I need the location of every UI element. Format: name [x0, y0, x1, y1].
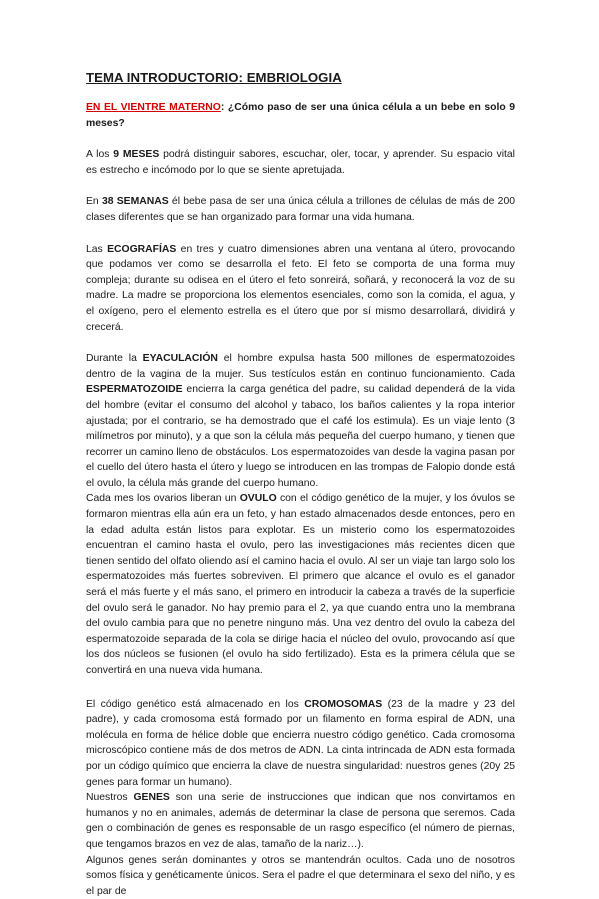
- keyword: GENES: [133, 792, 170, 804]
- text-run: Durante la: [86, 353, 143, 365]
- text-run: A los: [86, 149, 114, 161]
- paragraph-genes: [86, 790, 515, 852]
- intro-label: EN EL VIENTRE MATERNO: [86, 102, 221, 113]
- text-run: son una serie de instrucciones que indican que nos convirtamos en humanos y no en animales, además de determinar la clase de persona que seremos. Cada gen o combinación de genes es responsable de un rasgo específico (el número de piernas, que tengamos brazos en vez de alas, tamaño de la nariz…).: [86, 792, 515, 850]
- paragraph-ejaculation: [86, 351, 515, 491]
- keyword: 9 MESES: [113, 149, 160, 161]
- text-run: Cada mes los ovarios liberan un: [86, 493, 240, 505]
- keyword: OVULO: [239, 493, 277, 505]
- text-run: Las: [86, 243, 108, 255]
- document-title: TEMA INTRODUCTORIO: EMBRIOLOGIA: [86, 70, 342, 85]
- paragraph-ultrasounds: [86, 242, 515, 336]
- paragraph-nine-months: [86, 147, 515, 178]
- keyword: CROMOSOMAS: [304, 698, 383, 710]
- keyword: ESPERMATOZOIDE: [86, 384, 183, 396]
- paragraph-dominant-genes: [86, 853, 515, 899]
- paragraph-ovum: [86, 491, 515, 678]
- intro-colon: :: [220, 102, 225, 113]
- text-run: encierra la carga genética del padre, su calidad dependerá de la vida del hombre (evitar el consumo del alcohol y tabaco, los baños calientes y la ropa interior ajustada; por el contrario, se ha demostrado que el café los estimula). Es un viaje lento (3 milímetros por minuto), y a que son la célula más pequeña del cuerpo humano, y tienen que recorrer un camino lleno de obstáculos. Los espermatozoides van desde la vagina pasan por el cuello del útero hasta el útero y luego se introducen en las trompas de Falopio donde está el ovulo, la célula más grande del cuerpo humano.: [86, 384, 515, 489]
- keyword: 38 SEMANAS: [101, 196, 169, 208]
- text-run: Nuestros: [86, 792, 134, 804]
- text-run: él bebe pasa de ser una única célula a trillones de células de más de 200 clases diferentes que se han organizado para formar una vida humana.: [86, 196, 515, 223]
- keyword: EYACULACIÓN: [142, 353, 218, 365]
- text-run: (23 de la madre y 23 del padre), y cada cromosoma está formado por un filamento en forma espiral de ADN, una molécula en forma de hélice doble que encierra nuestro código genético. Cada cromosoma microscópico contiene más de dos metros de ADN. La cinta intrincada de ADN esta formada por un código químico que encierra la clave de nuestra singularidad: nuestros genes (20y 25 genes para formar un humano).: [86, 698, 515, 788]
- text-run: podrá distinguir sabores, escuchar, oler, tocar, y aprender. Su espacio vital es estrecho e incómodo por lo que se siente apretujada.: [86, 149, 515, 176]
- text-run: Algunos genes serán dominantes y otros se mantendrán ocultos. Cada uno de nosotros somos física y genéticamente únicos. Sera el padre el que determinara el sexo del niño, y es el par de: [86, 854, 515, 897]
- text-run: con el código genético de la mujer, y los óvulos se formaron mientras ella aún era un feto, y han estado almacenados desde entonces, pero en la edad adulta están listos para explotar. Es un misterio como los espermatozoides encuentran el camino hasta el ovulo, pero las investigaciones más recientes dicen que tienen sentido del olfato oliendo así el camino hacia el ovulo. Al ser un viaje tan largo solo los espermatozoides más fuertes sobreviven. El primero que alcance el ovulo es el ganador será el más fuerte y el más sano, el primero en introducir la cabeza a través de la superficie del ovulo será le ganador. No hay premio para el 2, ya que cuando entra uno la membrana del ovulo cambia para que no penetre ninguno más. Una vez dentro del ovulo la cabeza del espermatozoide separada de la cola se dirige hacia el núcleo del ovulo, provocando así que los dos núcleos se fusionen (el ovulo ha sido fertilizado). Esta es la primera célula que se convertirá en una nueva vida humana.: [86, 493, 515, 676]
- intro-question-text: ¿Cómo paso de ser una única célula a un bebe en solo 9 meses?: [86, 102, 515, 129]
- document-body: [86, 100, 515, 899]
- text-run: el hombre expulsa hasta 500 millones de espermatozoides dentro de la vagina de la mujer. Sus testículos están en continuo funcionamiento. Cada: [86, 353, 515, 380]
- paragraph-chromosomes: [86, 697, 515, 791]
- text-run: en tres y cuatro dimensiones abren una ventana al útero, provocando que podamos ver como se desarrolla el feto. El feto se comporta de una forma muy compleja; durante su odisea en el útero el feto sonreirá, soñará, y reconocerá la voz de su madre. La madre se proporciona los elementos esenciales, como son la comida, el agua, y el oxígeno, pero el elemento estrella es el útero que por sí mismo desarrollará, dividirá y crecerá.: [86, 243, 515, 333]
- intro-question: [86, 100, 515, 131]
- keyword: ECOGRAFÍAS: [107, 243, 177, 255]
- text-run: En: [86, 196, 102, 208]
- paragraph-38-weeks: [86, 194, 515, 225]
- text-run: El código genético está almacenado en los: [86, 698, 305, 710]
